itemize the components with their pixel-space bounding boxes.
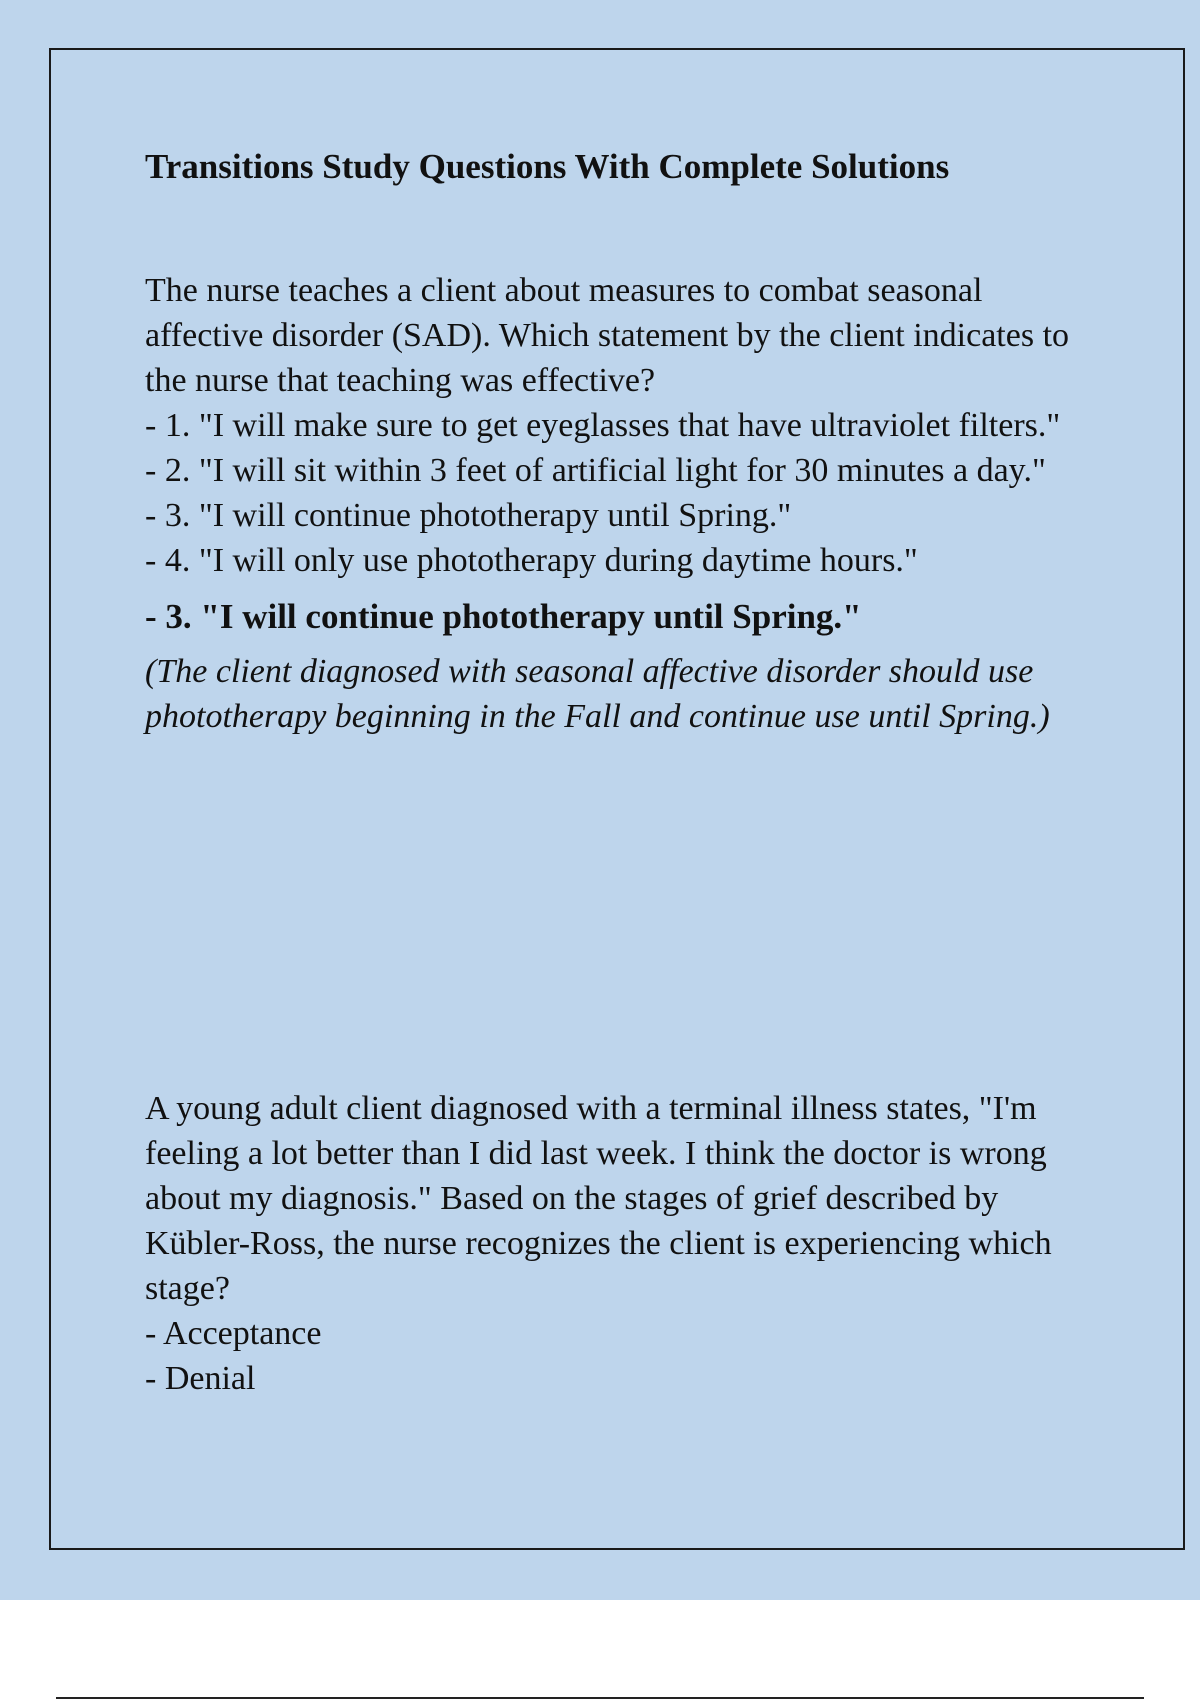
question-1-rationale: (The client diagnosed with seasonal affective disorder should use phototherapy beginning in the Fall and continue use until Spring.)	[145, 653, 1050, 735]
question-2-stem: A young adult client diagnosed with a terminal illness states, "I'm feeling a lot better than I did last week. I think the doctor is wrong about my diagnosis." Based on the stages of grief described by Kübler-Ross, the nurse recognizes the client is experiencing which stage?	[145, 1090, 1052, 1307]
document-title: Transitions Study Questions With Complete Solutions	[145, 147, 950, 186]
question-1-stem: The nurse teaches a client about measures to combat seasonal affective disorder (SAD). Which statement by the client indicates to the nurse that teaching was effective?	[145, 272, 1070, 399]
question-1-option-2: - 2. "I will sit within 3 feet of artificial light for 30 minutes a day."	[145, 452, 1046, 489]
question-1-answer: - 3. "I will continue phototherapy until Spring."	[145, 597, 862, 636]
question-2	[145, 1086, 1095, 1401]
question-1-option-1: - 1. "I will make sure to get eyeglasses that have ultraviolet filters."	[145, 407, 1061, 444]
question-1	[145, 268, 1095, 739]
question-1-option-4: - 4. "I will only use phototherapy during daytime hours."	[145, 542, 918, 579]
footer-divider	[56, 1697, 1144, 1699]
question-1-option-3: - 3. "I will continue phototherapy until Spring."	[145, 497, 792, 534]
question-2-option-1: - Acceptance	[145, 1315, 322, 1352]
question-2-option-2: - Denial	[145, 1360, 256, 1397]
